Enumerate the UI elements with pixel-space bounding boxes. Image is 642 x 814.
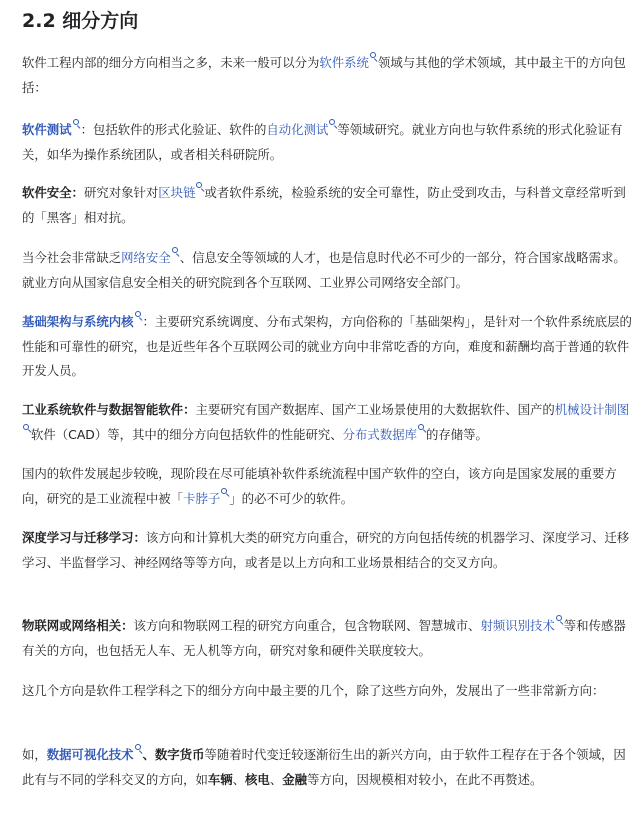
section-heading: 2.2 细分方向 [22, 10, 139, 32]
search-icon[interactable] [556, 615, 564, 625]
text: ：包括软件的形式化验证、软件的 [80, 122, 267, 137]
link-infrastructure-kernel[interactable]: 基础架构与系统内核 [22, 314, 134, 329]
link-mechanical-design[interactable]: 机械设计制图 [554, 402, 630, 417]
term-finance: 金融 [282, 771, 307, 787]
search-icon[interactable] [370, 52, 378, 62]
text: 的存储等。 [426, 426, 488, 442]
link-rfid[interactable]: 射频识别技术 [480, 618, 555, 633]
search-icon[interactable] [418, 424, 426, 434]
term-iot: 物联网或网络相关： [22, 618, 134, 633]
text: 主要研究有国产数据库、国产工业场景使用的大数据软件、国产的 [195, 402, 555, 417]
paragraph-domestic-software [22, 462, 632, 511]
search-icon[interactable] [172, 247, 180, 257]
search-icon[interactable] [73, 119, 81, 129]
term-software-security: 软件安全： [22, 185, 84, 200]
link-blockchain[interactable]: 区块链 [158, 185, 196, 200]
text: 该方向和物联网工程的研究方向重合，包含物联网、智慧城市、 [133, 618, 481, 633]
text: 」的必不可少的软件。 [229, 490, 354, 506]
text: 、信息安全等领域的人才，也是信息时代必不可少的一部分，符合国家战略需求。就业方向从国家信息安全相关的研究院到各个互联网、工业界公司网络安全部门。 [22, 250, 626, 290]
search-icon[interactable] [196, 182, 204, 192]
link-bottleneck[interactable]: 卡脖子 [183, 490, 221, 506]
paragraph-deep-learning [22, 526, 632, 575]
link-distributed-database[interactable]: 分布式数据库 [342, 426, 417, 442]
link-software-testing[interactable]: 软件测试 [22, 122, 72, 137]
paragraph-software-testing [22, 118, 632, 167]
text: 领域与其他的学术领域，其中最主干的方向包括： [22, 55, 626, 95]
paragraph-infrastructure [22, 310, 632, 384]
text: 这几个方向是软件工程学科之下的细分方向中最主要的几个，除了这些方向外，发展出了一些非常新方向： [22, 683, 605, 698]
paragraph-summary [22, 679, 632, 704]
search-icon[interactable] [221, 488, 229, 498]
paragraph-iot [22, 614, 632, 663]
text: 、 [232, 771, 246, 787]
text: 等和传感器有关的方向，也包括无人车、无人机等方向，研究对象和硬件关联度较大。 [22, 618, 626, 658]
term-digital-currency: 、数字货币 [142, 747, 205, 762]
search-icon[interactable] [329, 119, 337, 129]
text: 等方向，因规模相对较小，在此不再赘述。 [306, 771, 543, 787]
search-icon[interactable] [135, 311, 143, 321]
search-icon[interactable] [135, 744, 143, 754]
text: 软件（CAD）等，其中的细分方向包括软件的性能研究、 [31, 426, 343, 442]
paragraph-industrial-software [22, 398, 632, 447]
text: 软件工程内部的细分方向相当之多，未来一般可以分为 [22, 55, 320, 70]
text: 当今社会非常缺乏 [22, 250, 122, 265]
paragraph-software-security [22, 181, 632, 230]
text: ：主要研究系统调度、分布式架构，方向俗称的「基础架构」，是针对一个软件系统底层的性能和可靠性的研究，也是近些年各个互联网公司的就业方向中非常吃香的方向，难度和薪酬均高于普通的软件开发人员。 [22, 314, 632, 378]
paragraph-network-security [22, 246, 632, 295]
text: 、 [269, 771, 283, 787]
text: 研究对象针对 [83, 185, 159, 200]
link-network-security[interactable]: 网络安全 [121, 250, 171, 265]
text: 如， [22, 747, 47, 762]
search-icon[interactable] [23, 424, 31, 434]
term-industrial-software: 工业系统软件与数据智能软件： [22, 402, 196, 417]
term-vehicles: 车辆 [207, 771, 233, 787]
link-software-systems[interactable]: 软件系统 [319, 55, 369, 70]
paragraph-intro [22, 51, 632, 100]
text: 等领域研究。就业方向也与软件系统的形式化验证有关，如华为操作系统团队，或者相关科研院所。 [22, 122, 623, 162]
link-data-visualization[interactable]: 数据可视化技术 [46, 747, 134, 762]
text: 该方向和计算机大类的研究方向重合，研究的方向包括传统的机器学习、深度学习、迁移学习、半监督学习、神经网络等等方向，或者是以上方向和工业场景相结合的交叉方向。 [22, 530, 630, 570]
term-nuclear: 核电 [245, 771, 270, 787]
paragraph-emerging-directions [22, 743, 632, 792]
text: 国内的软件发展起步较晚，现阶段在尽可能填补软件系统流程中国产软件的空白，该方向是国家发展的重要方向，研究的是工业流程中被「 [22, 466, 617, 506]
text: 等随着时代变迁较逐渐衍生出的新兴方向，由于软件工程存在于各个领域，因此有与不同的学科交叉的方向，如 [22, 747, 626, 787]
term-deep-learning: 深度学习与迁移学习： [22, 530, 146, 545]
link-automated-testing[interactable]: 自动化测试 [266, 122, 329, 137]
text: 或者软件系统，检验系统的安全可靠性，防止受到攻击，与科普文章经常听到的「黑客」相对抗。 [22, 185, 626, 225]
